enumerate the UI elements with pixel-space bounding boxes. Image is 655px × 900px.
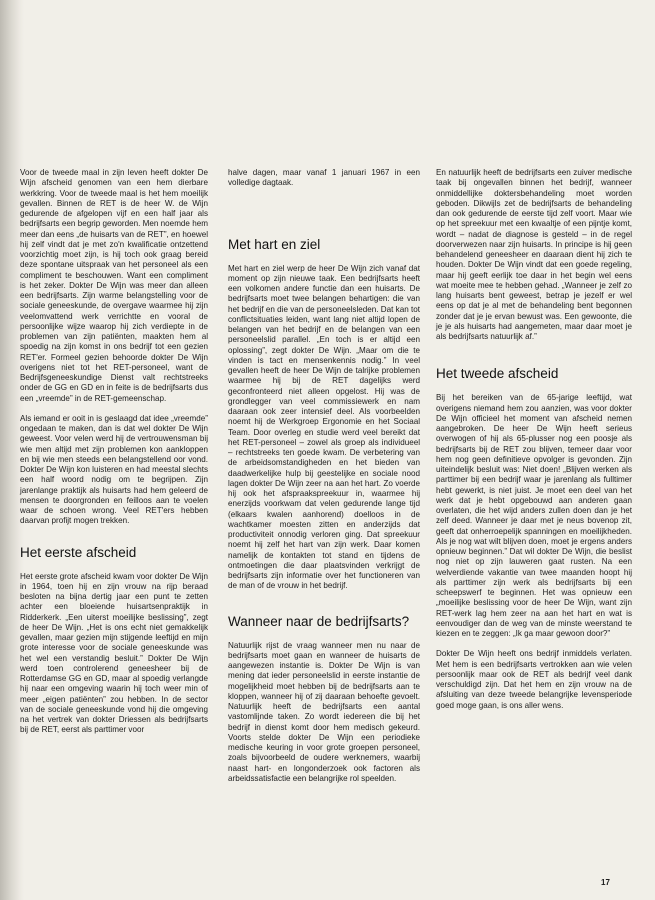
heading-met-hart-en-ziel: Met hart en ziel [228,236,321,252]
article-column-middle [228,168,420,784]
heading-wanneer-naar-bedrijfsarts: Wanneer naar de bedrijfsarts? [228,613,410,629]
article-column-left [20,168,208,736]
article-column-right [436,168,632,711]
paragraph-slot: Dokter De Wijn heeft ons bedrijf inmiddels verlaten. Met hem is een bedrijfsarts vertrokken aan wie velen persoonlijk maar ook de RET als bedrijf veel dank verschuldigd zijn. Dat het hem en zijn vrouw na de afsluiting van deze tweede belangrijke levensperiode goed moge gaan, is ons aller wens. [436,649,632,710]
paragraph-met-hart-en-ziel: Met hart en ziel werp de heer De Wijn zich vanaf dat moment op zijn nieuwe taak. Een bedrijfsarts heeft een volkomen andere functie dan een huisarts. De bedrijfsarts moet twee belangen behartigen: die van het bedrijf en die van de personeelsleden. Dat kan tot conflictsituaties leiden, want lang niet altijd lopen de belangen van het bedrijf en de belangen van een personeelslid parallel. „En toch is er altijd een oplossing”, zegt dokter De Wijn. „Maar om die te vinden is tact en mensenkennis nodig.” In veel gevallen heeft de heer De Wijn de talrijke problemen waarmee hij bij de RET dagelijks werd geconfronteerd niet alleen opgelost. Hij was de grondlegger van veel commissiewerk en nam daaraan ook zeer intensief deel. Als voorbeelden noemt hij de Werkgroep Ergonomie en het Sociaal Team. Door overleg en studie werd veel bereikt dat het RET-personeel – zowel als groep als individueel – rechtstreeks ten goede kwam. De verbetering van de arbeidsomstandigheden en het bieden van daadwerkelijke hulp bij geestelijke en sociale nood lagen dokter De Wijn zeer na aan het hart. Zo voerde hij ook het afspraakspreekuur in, waarmee hij enerzijds voorkwam dat velen gedurende lange tijd (elkaars kwalen aanhorend) doelloos in de wachtkamer moesten zitten en anderzijds dat productiviteit onnodig verloren ging. Dat spreekuur noemt hij zelf het hart van zijn werk. Daar komen namelijk de kontakten tot stand en tijdens de ontmoetingen die daar plaatsvinden verkrijgt de bedrijfsarts zijn informatie over het functioneren van de man of de vrouw in het bedrijf. [228,263,420,591]
paragraph-vertrouwensman: Als iemand er ooit in is geslaagd dat idee „vreemde” ongedaan te maken, dan is dat wel dokter De Wijn geweest. Voor velen werd hij de vertrouwensman bij wie men altijd met zijn problemen kon aankloppen en bij wie men steeds een belangstellend oor vond. Dokter De Wijn kon luisteren en had meestal slechts een half woord nodig om te begrijpen. Zijn jarenlange praktijk als huisarts had hem geleerd de mensen te doorgronden en feilloos aan te voelen waar de schoen wrong. Veel RET'ers hebben daarvan profijt mogen trekken. [20,413,208,526]
heading-eerste-afscheid: Het eerste afscheid [20,544,137,560]
paragraph-eerste-afscheid: Het eerste grote afscheid kwam voor dokter De Wijn in 1964, toen hij en zijn vrouw na rijp beraad besloten na bijna dertig jaar een punt te zetten achter een bloeiende huisartsenpraktijk in Ridderkerk. „Een uiterst moeilijke beslissing”, zegt de heer De Wijn. „Het is ons echt niet gemakkelijk gevallen, maar gezien mijn stijgende leeftijd en mijn grote interesse voor de sociale geneeskunde was het wel een verstandig besluit.” Dokter De Wijn werd toen controlerend geneesheer bij de Rotterdamse GG en GD, maar al spoedig verlangde hij naar een omgeving waarin hij toch weer min of meer „eigen patiënten” zou hebben. In de sector van de sociale geneeskunde vond hij die omgeving na het vertrek van dokter Driessen als bedrijfsarts bij de RET, eerst als parttimer voor [20,571,208,735]
heading-tweede-afscheid: Het tweede afscheid [436,366,559,382]
paragraph-halve-dagen: halve dagen, maar vanaf 1 januari 1967 in een volledige dagtaak. [228,168,420,188]
paragraph-intro: Voor de tweede maal in zijn leven heeft dokter De Wijn afscheid genomen van een hem dierbare werkkring. Voor de tweede maal is het hem moeilijk gevallen. Binnen de RET is de heer W. de Wijn gedurende de afgelopen vijf en een half jaar als bedrijfsarts een begrip geworden. Men noemde hem meer dan eens „de huisarts van de RET”, en hoewel hij zelf vindt dat je met zo'n kwalificatie ontzettend voorzichtig moet zijn, is hij toch ook graag bereid deze spontane uitspraak van het personeel als een compliment te beschouwen. Want een compliment is het zeker. Dokter De Wijn was meer dan alleen een bedrijfsarts. Zijn warme belangstelling voor de sociale geneeskunde, de overgave waarmee hij zijn veelomvattend werk verrichtte en vooral de persoonlijke wijze waarop hij zich verdiepte in de problemen van zijn patiënten, maakten hem al spoedig na zijn komst in ons bedrijf tot een gezien RET'er. Formeel gezien behoorde dokter De Wijn overigens niet tot het RET-personeel, want de Bedrijfsgeneeskundige Dienst valt rechtstreeks onder de GG en GD en in feite is de bedrijfsarts dus een „vreemde” in de RET-gemeenschap. [20,168,208,403]
paragraph-wanneer-naar-bedrijfsarts: Natuurlijk rijst de vraag wanneer men nu naar de bedrijfsarts moet gaan en wanneer de huisarts de aangewezen instantie is. Dokter De Wijn is van mening dat ieder personeelslid in eerste instantie de mogelijkheid moet hebben bij de bedrijfsarts aan te kloppen, wanneer hij of zij daaraan behoefte gevoelt. Natuurlijk heeft de bedrijfsarts een aantal vastomlijnde taken. Zo wordt iedereen die bij het bedrijf in dienst komt door hem medisch gekeurd. Voorts stelde dokter De Wijn een periodieke medische keuring in voor grote groepen personeel, zoals bijvoorbeeld de oudere werknemers, waarbij naast hart- en longonderzoek ook factoren als arbeidssatisfactie een belangrijke rol speelden. [228,640,420,783]
paragraph-medische-taak: En natuurlijk heeft de bedrijfsarts een zuiver medische taak bij ongevallen binnen het bedrijf, wanneer onmiddellijke doktersbehandeling moet worden geboden. Dikwijls zet de bedrijfsarts de behandeling dan ook gedurende de eerste tijd zelf voort. Maar wie op het spreekuur met een kwaaltje of een pijntje komt, wordt – nadat de diagnose is gesteld – in de regel doorverwezen naar zijn huisarts. In principe is hij geen behandelend geneesheer en daaraan dient hij zich te houden. Dokter De Wijn vindt dat een goede regeling, maar hij geeft eerlijk toe daar in het begin wel eens wat moeite mee te hebben gehad. „Wanneer je zelf zo lang huisarts bent geweest, betrap je jezelf er wel eens op dat je al met de behandeling bent begonnen zonder dat je je ervan bewust was. Een gewoonte, die je je als huisarts had aangemeten, maar daar moet je als bedrijfsarts natuurlijk af.” [436,168,632,341]
paragraph-tweede-afscheid: Bij het bereiken van de 65-jarige leeftijd, wat overigens niemand hem zou aanzien, was voor dokter De Wijn officieel het moment van afscheid nemen aangebroken. De heer De Wijn heeft serieus overwogen of hij als 65-plusser nog een poosje als bedrijfsarts bij de RET zou blijven, temeer daar voor hem nog geen definitieve opvolger is gevonden. Zijn uiteindelijk besluit was: Niet doen! „Blijven werken als parttimer bij een bedrijf waar je jarenlang als fulltimer hebt gewerkt, is niet juist. Je moet een deel van het werk dat je hebt opgebouwd aan anderen gaan overlaten, die het wijd anders zullen doen dan je het zelf deed. Wanneer je daar met je neus bovenop zit, geeft dat onherroepelijk spanningen en moeilijkheden. Als je nog wat wilt blijven doen, moet je ergens anders opnieuw beginnen.” Dat wil dokter De Wijn, die beslist nog niet op zijn lauweren gaat rusten. Na een welverdiende vakantie van twee maanden hoopt hij als parttimer zijn werk als bedrijfsarts bij een scheepswerf te beginnen. Het was opnieuw een „moeilijke beslissing voor de heer De Wijn, want zijn RET-werk lag hem zeer na aan het hart en wat is eenvoudiger dan de weg van de minste weerstand te kiezen en te zeggen: „Ik ga maar gewoon door?” [436,393,632,638]
page-number: 17 [601,878,610,887]
